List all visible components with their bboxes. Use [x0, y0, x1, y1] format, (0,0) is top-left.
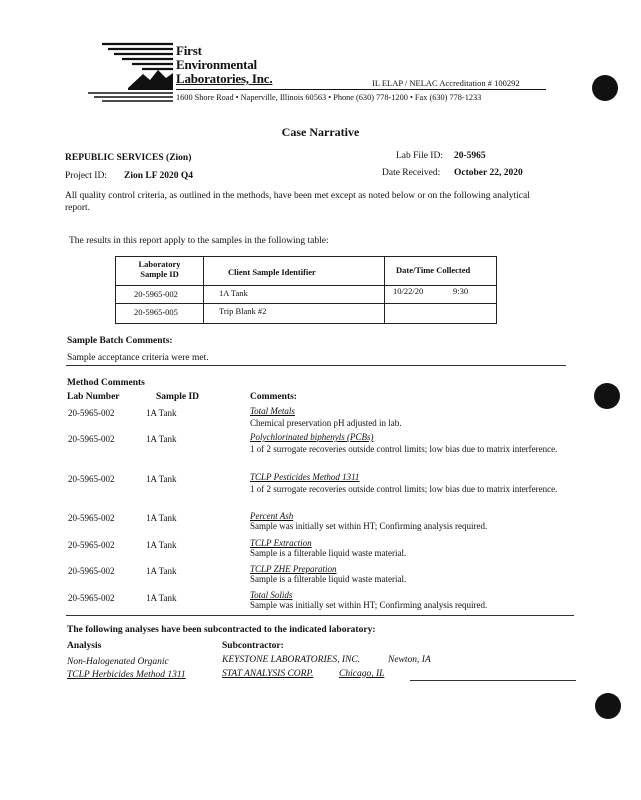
- mc-row4-sample: 1A Tank: [146, 513, 177, 523]
- mc-row5-method: TCLP Extraction: [250, 538, 312, 548]
- accreditation: IL ELAP / NELAC Accreditation # 100292: [372, 78, 520, 88]
- header-client-id: Client Sample Identifier: [228, 267, 316, 277]
- sample-table: [115, 256, 497, 324]
- page-title: Case Narrative: [281, 125, 360, 139]
- sub-row2-analysis: TCLP Herbicides Method 1311: [67, 670, 186, 680]
- mc-row4-comment: Sample was initially set within HT; Confirming analysis required.: [250, 521, 488, 531]
- mc-row1-method: Total Metals: [250, 406, 295, 416]
- mc-row7-sample: 1A Tank: [146, 593, 177, 603]
- mc-row4-lab: 20-5965-002: [68, 513, 115, 523]
- mc-row6-method: TCLP ZHE Preparation: [250, 564, 337, 574]
- sub-row2-city: Chicago, IL: [339, 669, 385, 679]
- row1-date: 10/22/20: [393, 286, 424, 296]
- mc-row3-sample: 1A Tank: [146, 474, 177, 484]
- sub-row1-analysis: Non-Halogenated Organic: [67, 657, 169, 667]
- client-name: REPUBLIC SERVICES (Zion): [65, 153, 192, 163]
- mc-row3-comment: 1 of 2 surrogate recoveries outside control limits; low bias due to matrix interference.: [250, 484, 558, 494]
- lab-file-value: 20-5965: [454, 151, 486, 161]
- sub-row2-lab: STAT ANALYSIS CORP.: [222, 669, 314, 679]
- header-lab-sample-line1: Laboratory: [138, 259, 181, 269]
- mc-row7-method: Total Solids: [250, 590, 293, 600]
- punch-hole-middle: [594, 383, 620, 409]
- row2-lab-id: 20-5965-005: [134, 307, 178, 317]
- col-comments: Comments:: [250, 392, 297, 402]
- mc-row7-lab: 20-5965-002: [68, 593, 115, 603]
- project-value: Zion LF 2020 Q4: [124, 171, 194, 181]
- mc-row6-sample: 1A Tank: [146, 566, 177, 576]
- punch-hole-top: [592, 75, 618, 101]
- mc-row2-method: Polychlorinated biphenyls (PCBs): [250, 432, 374, 442]
- mc-row5-sample: 1A Tank: [146, 540, 177, 550]
- company-logo-mark: [88, 40, 173, 102]
- row2-client-id: Trip Blank #2: [219, 306, 267, 316]
- date-received-value: October 22, 2020: [454, 168, 523, 178]
- mc-row2-comment: 1 of 2 surrogate recoveries outside control limits; low bias due to matrix interference.: [250, 444, 558, 454]
- mc-row5-lab: 20-5965-002: [68, 540, 115, 550]
- row1-time: 9:30: [453, 286, 469, 296]
- date-received-label: Date Received:: [382, 168, 441, 178]
- subcontract-heading: The following analyses have been subcontracted to the indicated laboratory:: [67, 625, 376, 635]
- mc-row1-comment: Chemical preservation pH adjusted in lab.: [250, 418, 402, 428]
- mc-row2-sample: 1A Tank: [146, 434, 177, 444]
- mc-row4-method: Percent Ash: [250, 511, 294, 521]
- sub-row1-lab: KEYSTONE LABORATORIES, INC.: [222, 655, 361, 665]
- mc-row1-sample: 1A Tank: [146, 408, 177, 418]
- col-analysis: Analysis: [67, 641, 102, 651]
- batch-comments-text: Sample acceptance criteria were met.: [67, 353, 209, 363]
- header-rule: [176, 89, 546, 90]
- mc-row3-lab: 20-5965-002: [68, 474, 115, 484]
- mc-row2-lab: 20-5965-002: [68, 434, 115, 444]
- company-address: 1600 Shore Road • Naperville, Illinois 60563 • Phone (630) 778-1200 • Fax (630) 778-1233: [176, 93, 482, 102]
- qc-statement: All quality control criteria, as outlined in the methods, have been met except as noted below or on the following analytical report.: [65, 191, 530, 213]
- project-label: Project ID:: [65, 171, 107, 181]
- row1-lab-id: 20-5965-002: [134, 289, 178, 299]
- lab-file-label: Lab File ID:: [396, 151, 443, 161]
- mc-row1-lab: 20-5965-002: [68, 408, 115, 418]
- method-comments-heading: Method Comments: [67, 378, 145, 388]
- sub-row1-city: Newton, IA: [388, 655, 431, 665]
- batch-comments-heading: Sample Batch Comments:: [67, 336, 173, 346]
- header-datetime: Date/Time Collected: [396, 265, 471, 275]
- results-intro: The results in this report apply to the samples in the following table:: [69, 236, 329, 246]
- mc-row5-comment: Sample is a filterable liquid waste material.: [250, 548, 407, 558]
- company-name-line2: Environmental: [176, 57, 257, 72]
- company-name-line1: First: [176, 43, 202, 58]
- punch-hole-bottom: [595, 693, 621, 719]
- mc-row6-lab: 20-5965-002: [68, 566, 115, 576]
- mc-row6-comment: Sample is a filterable liquid waste material.: [250, 574, 407, 584]
- header-lab-sample-line2: Sample ID: [140, 269, 179, 279]
- col-sample-id: Sample ID: [156, 392, 200, 402]
- mc-row7-comment: Sample was initially set within HT; Confirming analysis required.: [250, 600, 488, 610]
- mc-row3-method: TCLP Pesticides Method 1311: [250, 472, 360, 482]
- col-lab-number: Lab Number: [67, 392, 120, 402]
- row1-client-id: 1A Tank: [219, 288, 248, 298]
- company-name-line3: Laboratories, Inc.: [176, 71, 273, 86]
- col-subcontractor: Subcontractor:: [222, 641, 284, 651]
